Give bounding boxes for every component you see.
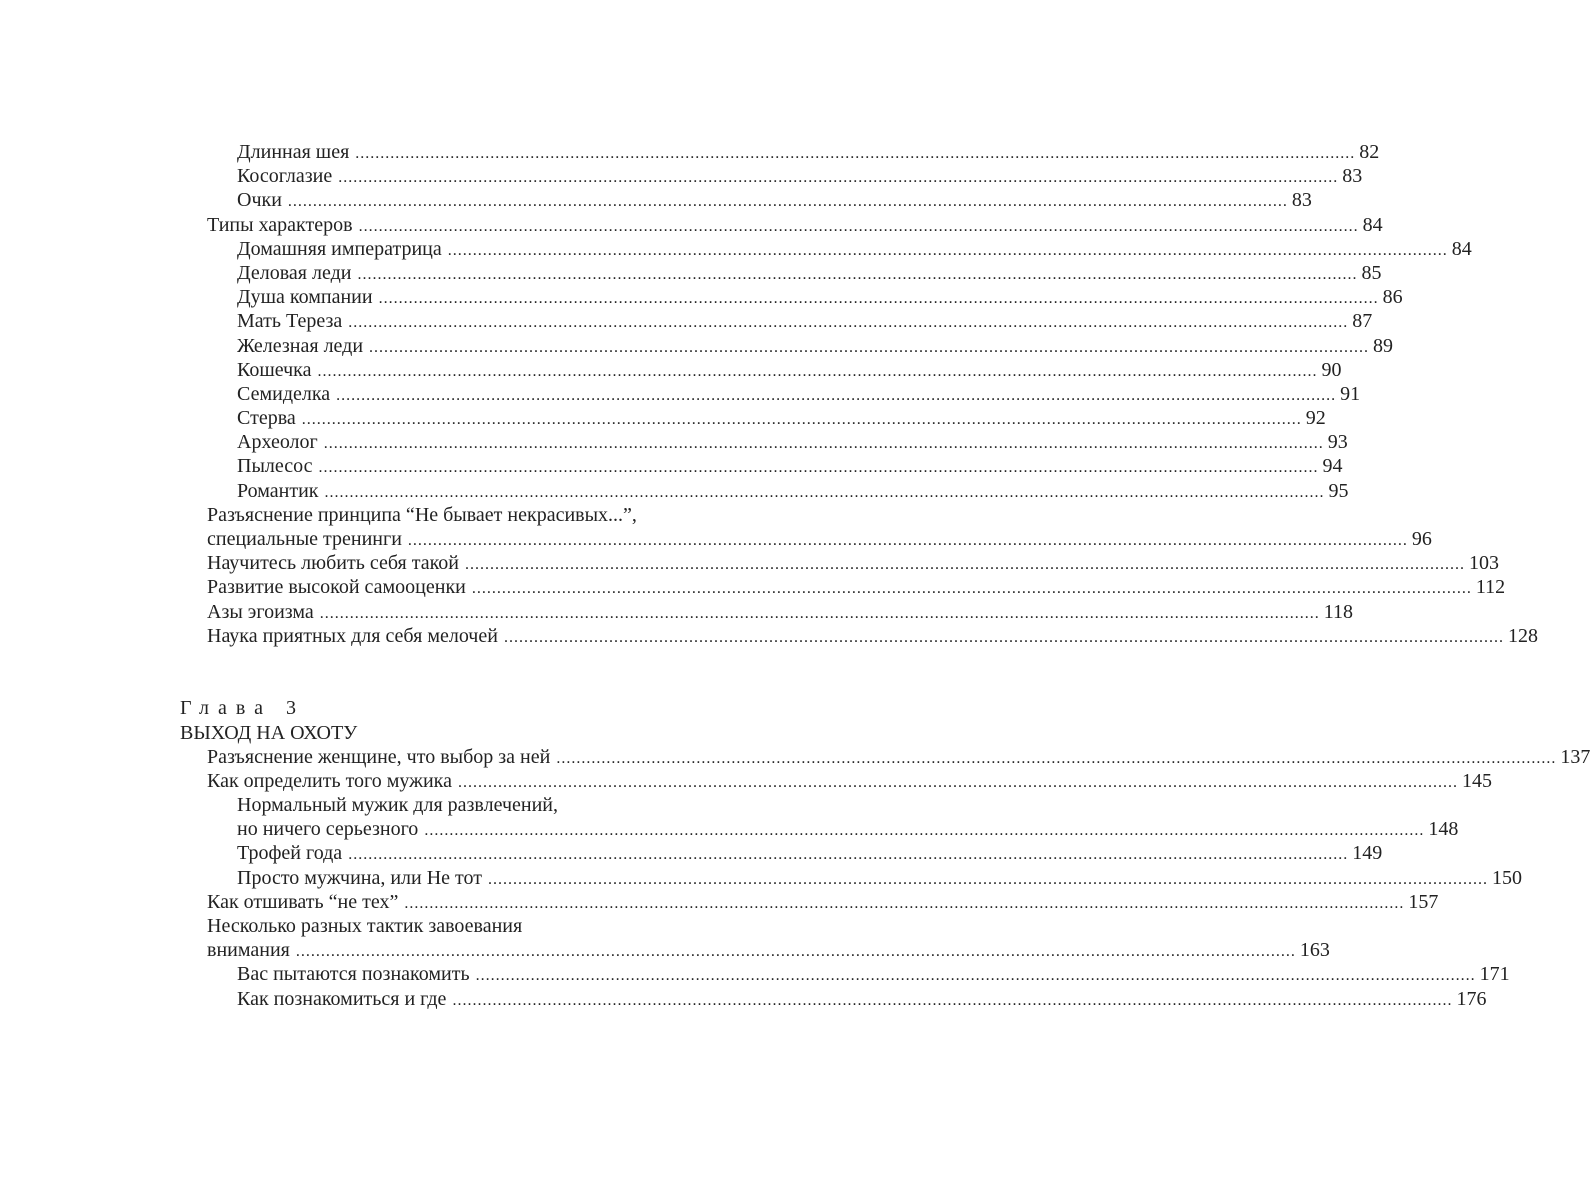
entry-title: Очки: [237, 189, 282, 212]
page-number: 149: [1352, 842, 1383, 865]
entry-title: Деловая леди: [237, 261, 352, 284]
dot-leader: ........................................................................................................................................................................................................: [488, 870, 1489, 888]
entry-title: Азы эгоизма: [207, 600, 314, 623]
page-number: 89: [1373, 334, 1394, 357]
entry-title: внимания: [207, 939, 290, 962]
entry-title: специальные тренинги: [207, 528, 402, 550]
page-number: 82: [1359, 141, 1380, 163]
toc-entry: [180, 285, 1403, 309]
toc-entry: [180, 213, 1383, 237]
page-number: 145: [1461, 769, 1492, 792]
entry-title: Пылесос: [237, 455, 313, 478]
page-number: 95: [1328, 479, 1349, 502]
entry-title: Душа компании: [237, 286, 373, 309]
toc-entry-line: [180, 624, 1538, 648]
chapter-label: Глава 3: [180, 697, 305, 720]
page-number: 87: [1352, 310, 1373, 333]
page-number: 96: [1411, 528, 1432, 550]
toc-entry: [180, 962, 1510, 986]
toc-entry-line: [180, 164, 1363, 188]
entry-title: Длинная шея: [237, 141, 350, 163]
toc-entry: [180, 987, 1487, 1011]
toc-entry-line: [180, 987, 1487, 1011]
page-number: 91: [1340, 382, 1361, 405]
page-number: 176: [1456, 987, 1487, 1010]
entry-title: Стерва: [237, 407, 296, 430]
toc-entry: [180, 866, 1523, 890]
dot-leader: ........................................................................................................................................................................................................: [338, 169, 1339, 187]
entry-title: Развитие высокой самооценки: [207, 576, 466, 599]
page-number: 118: [1323, 600, 1354, 623]
toc-entry-line: [180, 938, 1330, 962]
entry-title: Вас пытаются познакомить: [237, 963, 470, 986]
toc-entry: [180, 334, 1394, 358]
dot-leader: ........................................................................................................................................................................................................: [464, 556, 1465, 574]
toc-entry: [180, 551, 1499, 575]
dot-leader: ........................................................................................................................................................................................................: [355, 145, 1356, 162]
toc-entry-line: [180, 285, 1403, 309]
dot-leader: ........................................................................................................................................................................................................: [378, 290, 1379, 308]
dot-leader: ........................................................................................................................................................................................................: [357, 265, 1358, 283]
page-number: 163: [1299, 939, 1330, 962]
dot-leader: ........................................................................................................................................................................................................: [452, 991, 1453, 1009]
toc-entry-line: [180, 793, 748, 817]
entry-title: Научитесь любить себя такой: [207, 552, 459, 575]
toc-entry: [180, 261, 1382, 285]
toc-entry: [180, 454, 1343, 478]
toc-entry: [180, 188, 1312, 212]
page-number: 84: [1451, 237, 1472, 260]
dot-leader: ........................................................................................................................................................................................................: [457, 773, 1458, 791]
toc-entry: [180, 358, 1342, 382]
toc-entry: [180, 600, 1354, 624]
toc-entry-line: [180, 430, 1348, 454]
page-number: 93: [1327, 431, 1348, 454]
entry-title: Железная леди: [237, 334, 364, 357]
dot-leader: ........................................................................................................................................................................................................: [348, 846, 1349, 864]
dot-leader: ........................................................................................................................................................................................................: [319, 604, 1320, 622]
toc-entry-line: [180, 769, 1492, 793]
entry-title: Кошечка: [237, 358, 312, 381]
dot-leader: ........................................................................................................................................................................................................: [295, 943, 1296, 961]
toc-entry-line: [180, 358, 1342, 382]
page-number: 84: [1362, 213, 1383, 236]
toc-entry-line: [180, 140, 1380, 164]
page-number: 137: [1560, 745, 1590, 768]
dot-leader: ........................................................................................................................................................................................................: [301, 411, 1302, 429]
toc-entry: [180, 140, 1380, 164]
entry-title: Разъяснение принципа “Не бывает некрасивых...”,: [207, 503, 637, 526]
toc-entry: [180, 769, 1492, 793]
dot-leader: ........................................................................................................................................................................................................: [369, 338, 1370, 356]
page-number: 83: [1291, 189, 1312, 212]
entry-title: Домашняя императрица: [237, 237, 442, 260]
dot-leader: ........................................................................................................................................................................................................: [348, 314, 1349, 332]
toc-entry-line: [180, 261, 1382, 285]
entry-title: Как отшивать “не тех”: [207, 890, 399, 913]
page-number: 90: [1321, 358, 1342, 381]
page-number: 92: [1305, 407, 1326, 430]
chapter-title: ВЫХОД НА ОХОТУ: [180, 721, 358, 744]
toc-entry-line: [180, 866, 1523, 890]
page-number: 128: [1507, 624, 1538, 647]
toc-entry-line: [180, 334, 1394, 358]
entry-title: Разъяснение женщине, что выбор за ней: [207, 745, 551, 768]
entry-title: Просто мужчина, или Не тот: [237, 866, 483, 889]
dot-leader: ........................................................................................................................................................................................................: [317, 362, 1318, 380]
entry-title: Несколько разных тактик завоевания: [207, 915, 523, 938]
toc-entry-line: [180, 527, 1432, 551]
entry-title: Косоглазие: [237, 165, 333, 188]
toc-entry-line: [180, 454, 1343, 478]
toc-entry: [180, 890, 1439, 914]
toc-entry: [180, 237, 1472, 261]
toc-entry: [180, 430, 1348, 454]
toc-entry: [180, 793, 1459, 841]
dot-leader: ........................................................................................................................................................................................................: [324, 483, 1325, 501]
dot-leader: ........................................................................................................................................................................................................: [404, 894, 1405, 912]
dot-leader: ........................................................................................................................................................................................................: [287, 193, 1288, 211]
toc-entry: [180, 503, 1432, 551]
toc-entry-line: [180, 237, 1472, 261]
toc-entry: [180, 914, 1330, 962]
toc-entry: [180, 479, 1349, 503]
toc-entry-line: [180, 817, 1459, 841]
dot-leader: ........................................................................................................................................................................................................: [556, 749, 1557, 767]
toc-entry-line: [180, 309, 1373, 333]
toc-entry-line: [180, 479, 1349, 503]
dot-leader: ........................................................................................................................................................................................................: [358, 217, 1359, 235]
toc-entry-line: [180, 914, 748, 938]
toc-entry-line: [180, 962, 1510, 986]
entry-title: но ничего серьезного: [237, 818, 419, 841]
toc-entry-line: [180, 382, 1361, 406]
dot-leader: ........................................................................................................................................................................................................: [424, 822, 1425, 840]
entry-title: Типы характеров: [207, 213, 353, 236]
page-number: 157: [1408, 890, 1439, 913]
toc-entry-line: [180, 406, 1326, 430]
page-number: 94: [1322, 455, 1343, 478]
entry-title: Археолог: [237, 431, 318, 454]
page-number: 171: [1479, 963, 1510, 986]
entry-title: Трофей года: [237, 842, 343, 865]
dot-leader: ........................................................................................................................................................................................................: [503, 628, 1504, 646]
page-number: 150: [1492, 866, 1523, 889]
toc-entry-line: [180, 188, 1312, 212]
toc-entry-line: [180, 575, 1506, 599]
toc-entry: [180, 624, 1538, 648]
dot-leader: ........................................................................................................................................................................................................: [407, 532, 1408, 549]
toc-entry-line: [180, 890, 1439, 914]
toc-entry: [180, 575, 1506, 599]
page-number: 148: [1428, 818, 1459, 841]
dot-leader: ........................................................................................................................................................................................................: [475, 967, 1476, 985]
page-number: 83: [1342, 165, 1363, 188]
entry-title: Романтик: [237, 479, 319, 502]
page-number: 103: [1468, 552, 1499, 575]
toc-entry: [180, 745, 1590, 769]
entry-title: Наука приятных для себя мелочей: [207, 624, 498, 647]
toc-entry: [180, 164, 1363, 188]
toc-entry-line: [180, 600, 1354, 624]
toc-entry: [180, 382, 1361, 406]
toc-entry-line: [180, 745, 1590, 769]
dot-leader: ........................................................................................................................................................................................................: [471, 580, 1472, 598]
page-number: 85: [1361, 261, 1382, 284]
entry-title: Мать Тереза: [237, 310, 343, 333]
entry-title: Семиделка: [237, 382, 331, 405]
dot-leader: ........................................................................................................................................................................................................: [318, 459, 1319, 477]
entry-title: Нормальный мужик для развлечений,: [237, 794, 559, 817]
toc-entry-line: [180, 213, 1383, 237]
toc-entry: [180, 309, 1373, 333]
dot-leader: ........................................................................................................................................................................................................: [447, 241, 1448, 259]
page-number: 112: [1475, 576, 1506, 599]
toc-entry: [180, 841, 1383, 865]
section-gap: [180, 648, 748, 696]
entry-title: Как определить того мужика: [207, 769, 452, 792]
toc-entry-line: [180, 841, 1383, 865]
toc-entry-line: [180, 503, 748, 527]
page-number: 86: [1382, 286, 1403, 309]
dot-leader: ........................................................................................................................................................................................................: [323, 435, 1324, 453]
dot-leader: ........................................................................................................................................................................................................: [336, 386, 1337, 404]
toc-entry: [180, 406, 1326, 430]
entry-title: Как познакомиться и где: [237, 987, 447, 1010]
table-of-contents: [180, 140, 1590, 1011]
toc-entry-line: [180, 551, 1499, 575]
